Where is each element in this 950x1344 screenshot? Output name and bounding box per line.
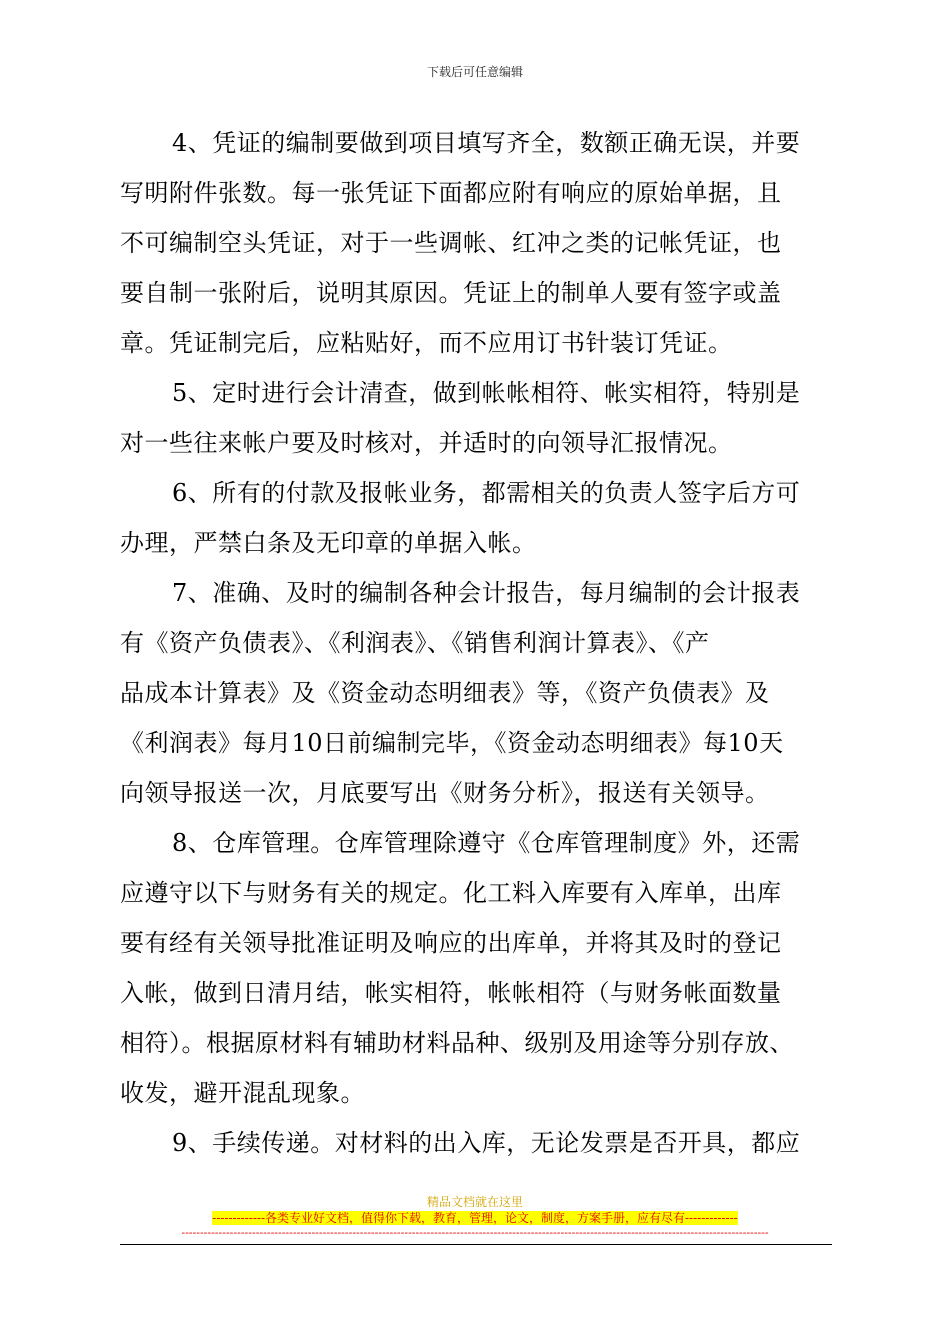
text-line: 应遵守以下与财务有关的规定。化工料入库要有入库单，出库: [120, 879, 782, 907]
text-line: 6、所有的付款及报帐业务，都需相关的负责人签字后方可: [172, 479, 801, 507]
header-note: 下载后可任意编辑: [426, 65, 523, 79]
text-line: 5、定时进行会计清查，做到帐帐相符、帐实相符，特别是: [172, 379, 801, 407]
text-line: 写明附件张数。每一张凭证下面都应附有响应的原始单据，且: [120, 179, 782, 207]
footer-dashes: --------------------------------------------------------------------------------------------------------------------------------------------------------------: [181, 1226, 769, 1239]
footer-title: 精品文档就在这里: [426, 1195, 523, 1209]
text-line: 8、仓库管理。仓库管理除遵守《仓库管理制度》外，还需: [172, 829, 801, 857]
text-line: 9、手续传递。对材料的出入库，无论发票是否开具，都应: [172, 1129, 801, 1157]
text-line: 《利润表》每月10日前编制完毕，《资金动态明细表》每10天: [120, 729, 784, 757]
text-line: 向领导报送一次，月底要写出《财务分析》，报送有关领导。: [120, 779, 770, 807]
text-line: 要自制一张附后，说明其原因。凭证上的制单人要有签字或盖: [120, 279, 782, 307]
text-line: 对一些往来帐户要及时核对，并适时的向领导汇报情况。: [120, 429, 733, 457]
text-line: 收发，避开混乱现象。: [120, 1079, 365, 1107]
text-line: 4、凭证的编制要做到项目填写齐全，数额正确无误，并要: [172, 129, 801, 157]
text-line: 相符）。根据原材料有辅助材料品种、级别及用途等分别存放、: [120, 1029, 794, 1057]
text-line: 不可编制空头凭证，对于一些调帐、红冲之类的记帐凭证，也: [120, 229, 782, 257]
footer-divider: [120, 1244, 832, 1245]
text-line: 有《资产负债表》、《利润表》、《销售利润计算表》、《产: [120, 629, 710, 657]
footer-slogan-text: -------------各类专业好文档，值得你下载，教育，管理，论文，制度，方案手册，应有尽有-------------: [212, 1211, 738, 1225]
text-line: 章。凭证制完后，应粘贴好，而不应用订书针装订凭证。: [120, 329, 733, 357]
text-line: 品成本计算表》及《资金动态明细表》等，《资产负债表》及: [120, 679, 770, 707]
document-body: [120, 118, 836, 1168]
text-line: 入帐，做到日清月结，帐实相符，帐帐相符（与财务帐面数量: [120, 979, 782, 1007]
footer: [0, 1194, 950, 1240]
text-line: 7、准确、及时的编制各种会计报告，每月编制的会计报表: [172, 579, 801, 607]
text-line: 要有经有关领导批准证明及响应的出库单，并将其及时的登记: [120, 929, 782, 957]
footer-slogan: [0, 1210, 950, 1226]
text-line: 办理，严禁白条及无印章的单据入帐。: [120, 529, 537, 557]
